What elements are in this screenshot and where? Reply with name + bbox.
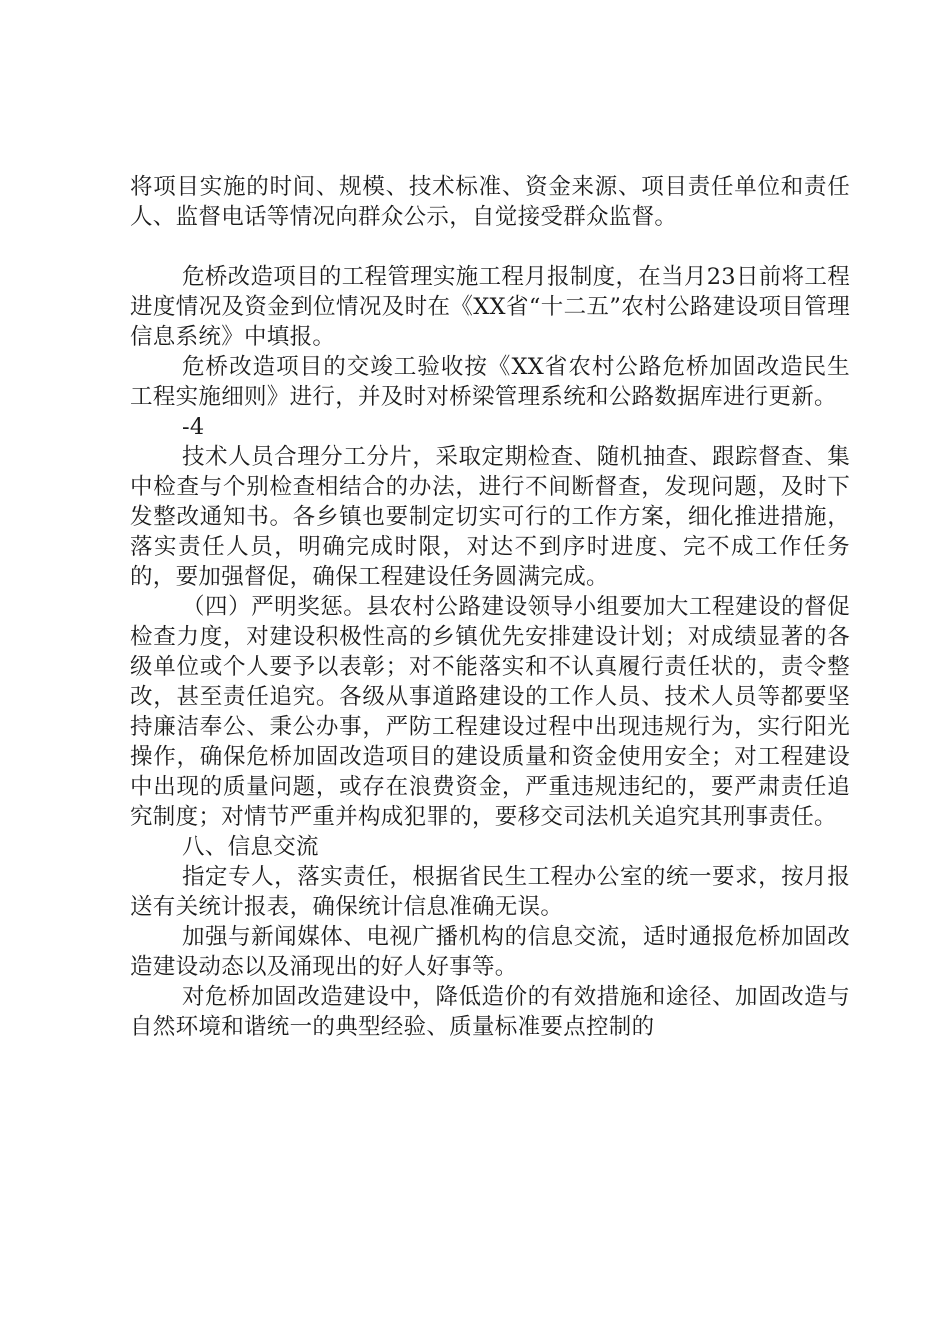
section-heading-info-exchange: 八、信息交流 (182, 834, 319, 860)
paragraph-rewards-penalties: （四）严明奖惩。县农村公路建设领导小组要加大工程建设的督促检查力度，对建设积极性高的乡镇优先安排建设计划；对成绩显著的各级单位或个人要予以表彰；对不能落实和不认真履行责任状的，责令整改，甚至责任追究。各级从事道路建设的工作人员、技术人员等都要坚持廉洁奉公、秉公办事，严防工程建设过程中出现违规行为，实行阳光操作，确保危桥加固改造项目的建设质量和资金使用安全；对工程建设中出现的质量问题，或存在浪费资金，严重违规违纪的，要严肃责任追究制度；对情节严重并构成犯罪的，要移交司法机关追究其刑事责任。 (130, 594, 850, 830)
paragraph-acceptance: 危桥改造项目的交竣工验收按《XX省农村公路危桥加固改造民生工程实施细则》进行，并及时对桥梁管理系统和公路数据库进行更新。 (130, 354, 850, 410)
document-body (130, 172, 850, 1042)
paragraph-inspection: 技术人员合理分工分片，采取定期检查、随机抽查、跟踪督查、集中检查与个别检查相结合的办法，进行不间断督查，发现问题，及时下发整改通知书。各乡镇也要制定切实可行的工作方案，细化推进措施，落实责任人员，明确完成时限，对达不到序时进度、完不成工作任务的，要加强督促，确保工程建设任务圆满完成。 (130, 444, 850, 590)
paragraph-designated-staff: 指定专人，落实责任，根据省民生工程办公室的统一要求，按月报送有关统计报表，确保统计信息准确无误。 (130, 864, 850, 920)
page-marker: -4 (182, 414, 205, 440)
paragraph-public-notice: 将项目实施的时间、规模、技术标准、资金来源、项目责任单位和责任人、监督电话等情况向群众公示，自觉接受群众监督。 (130, 174, 850, 230)
paragraph-media-exchange: 加强与新闻媒体、电视广播机构的信息交流，适时通报危桥加固改造建设动态以及涌现出的好人好事等。 (130, 924, 850, 980)
paragraph-monthly-report: 危桥改造项目的工程管理实施工程月报制度，在当月23日前将工程进度情况及资金到位情况及时在《XX省“十二五”农村公路建设项目管理信息系统》中填报。 (130, 264, 850, 350)
paragraph-cost-reduction: 对危桥加固改造建设中，降低造价的有效措施和途径、加固改造与自然环境和谐统一的典型经验、质量标准要点控制的 (130, 984, 850, 1040)
